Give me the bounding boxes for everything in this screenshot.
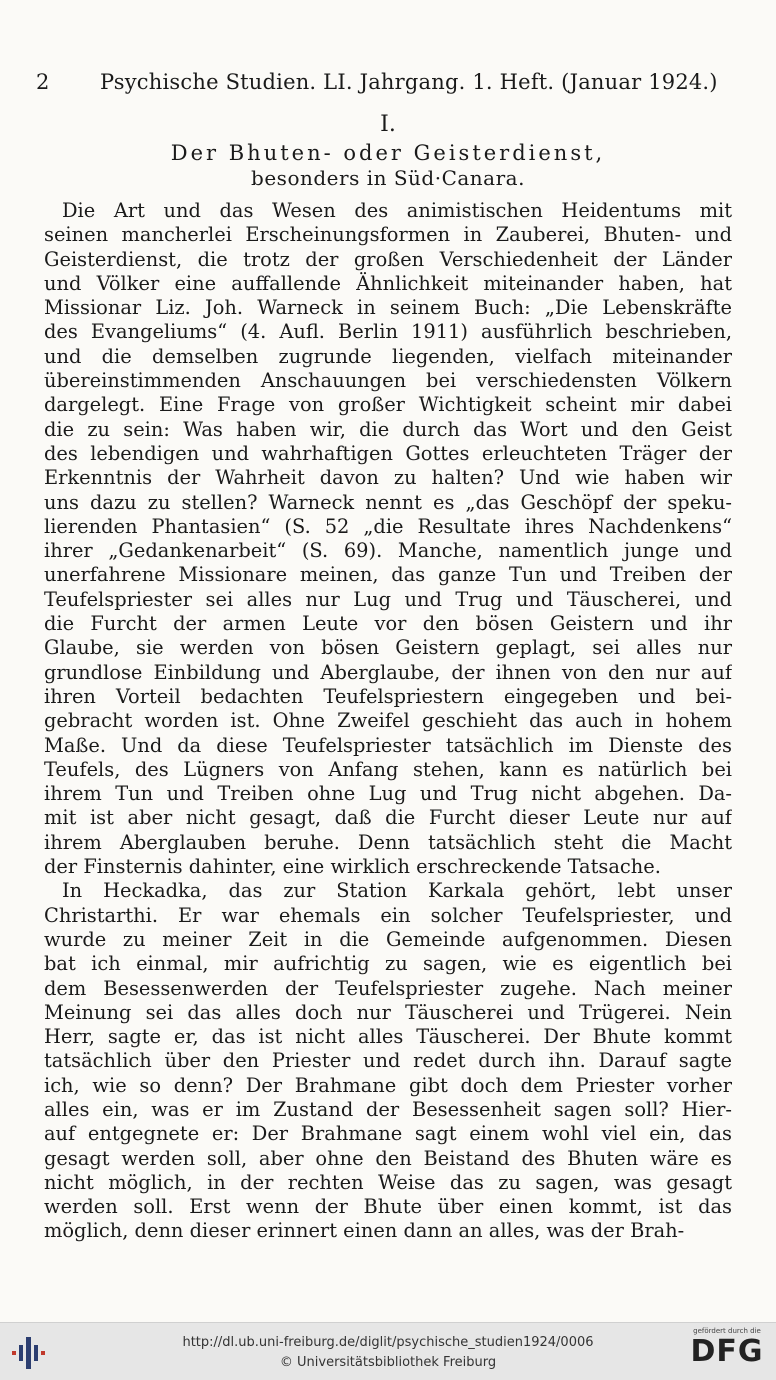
- text-line: Meinung sei das alles doch nur Täuscherei und Trügerei. Nein: [44, 1000, 732, 1024]
- text-line: Missionar Liz. Joh. Warneck in seinem Buch: „Die Lebenskräfte: [44, 296, 732, 320]
- text-line: Geisterdienst, die trotz der großen Verschiedenheit der Länder: [44, 247, 732, 271]
- page-number: 2: [36, 70, 50, 94]
- text-line: tatsächlich über den Priester und redet durch ihn. Darauf sagte: [44, 1049, 732, 1073]
- text-line: lierenden Phantasien“ (S. 52 „die Resultate ihres Nachdenkens“: [44, 514, 732, 538]
- text-line: ihren Vorteil bedachten Teufelspriestern eingegeben und bei-: [44, 684, 732, 708]
- text-line: gebracht worden ist. Ohne Zweifel geschieht das auch in hohem: [44, 709, 732, 733]
- text-line: ich, wie so denn? Der Brahmane gibt doch dem Priester vorher: [44, 1073, 732, 1097]
- text-line: werden soll. Erst wenn der Bhute über einen kommt, ist das: [44, 1195, 732, 1219]
- text-line: möglich, denn dieser erinnert einen dann an alles, was der Brah-: [44, 1219, 685, 1243]
- dfg-tagline: gefördert durch die: [693, 1327, 761, 1335]
- text-line: Glaube, sie werden von bösen Geistern geplagt, sei alles nur: [44, 636, 732, 660]
- text-line: auf entgegnete er: Der Brahmane sagt einem wohl viel ein, das: [44, 1122, 732, 1146]
- text-line: des lebendigen und wahrhaftigen Gottes erleuchteten Träger der: [44, 441, 732, 465]
- text-line: unerfahrene Missionare meinen, das ganze Tun und Treiben der: [44, 563, 732, 587]
- dfg-logo: [686, 1327, 768, 1375]
- running-title: Psychische Studien. LI. Jahrgang. 1. Heft. (Januar 1924.): [100, 70, 718, 94]
- text-line: und die demselben zugrunde liegenden, vielfach miteinander: [44, 344, 732, 368]
- text-line: des Evangeliums“ (4. Aufl. Berlin 1911) ausführlich beschrieben,: [44, 320, 732, 344]
- text-line: mit ist aber nicht gesagt, daß die Furcht dieser Leute nur auf: [44, 806, 732, 830]
- text-line: Erkenntnis der Wahrheit davon zu halten? Und wie haben wir: [44, 466, 732, 490]
- text-line: grundlose Einbildung und Aberglaube, der ihnen von den nur auf: [44, 660, 732, 684]
- text-line: Christarthi. Er war ehemals ein solcher Teufelspriester, und: [44, 903, 732, 927]
- text-line: die Furcht der armen Leute vor den bösen Geistern und ihr: [44, 612, 732, 636]
- text-line: Die Art und das Wesen des animistischen Heidentums mit: [62, 199, 732, 222]
- text-line: dargelegt. Eine Frage von großer Wichtigkeit scheint mir dabei: [44, 393, 732, 417]
- text-line: die zu sein: Was haben wir, die durch das Wort und den Geist: [44, 417, 732, 441]
- text-line: Herr, sagte er, das ist nicht alles Täuscherei. Der Bhute kommt: [44, 1025, 732, 1049]
- text-line: bat ich einmal, mir aufrichtig zu sagen, wie es eigentlich bei: [44, 952, 732, 976]
- text-line: übereinstimmenden Anschauungen bei verschiedensten Völkern: [44, 369, 732, 393]
- text-line: Teufelspriester sei alles nur Lug und Trug und Täuscherei, und: [44, 587, 732, 611]
- text-line: ihrem Tun und Treiben ohne Lug und Trug nicht abgehen. Da-: [44, 782, 732, 806]
- article-body: [44, 199, 732, 1244]
- text-line: Teufels, des Lügners von Anfang stehen, kann es natürlich bei: [44, 757, 732, 781]
- text-line: wurde zu meiner Zeit in die Gemeinde aufgenommen. Diesen: [44, 927, 732, 951]
- paragraph: [44, 879, 732, 1243]
- text-line: uns dazu zu stellen? Warneck nennt es „das Geschöpf der speku-: [44, 490, 732, 514]
- text-line: seinen mancherlei Erscheinungsformen in Zauberei, Bhuten- und: [44, 223, 732, 247]
- viewer-footer: [0, 1322, 776, 1380]
- text-line: Maße. Und da diese Teufelspriester tatsächlich im Dienste des: [44, 733, 732, 757]
- text-line: In Heckadka, das zur Station Karkala gehört, lebt unser: [62, 879, 732, 903]
- text-line: dem Besessenwerden der Teufelspriester zugehe. Nach meiner: [44, 976, 732, 1000]
- text-line: ihrer „Gedankenarbeit“ (S. 69). Manche, namentlich junge und: [44, 539, 732, 563]
- article-title: Der Bhuten- oder Geisterdienst,: [170, 141, 606, 165]
- source-url-link[interactable]: http://dl.ub.uni-freiburg.de/diglit/psychische_studien1924/0006: [182, 1335, 594, 1350]
- text-line: und Völker eine auffallende Ähnlichkeit miteinander haben, hat: [44, 271, 732, 295]
- text-line: der Finsternis dahinter, eine wirklich erschreckende Tatsache.: [44, 855, 661, 879]
- dfg-logo-text: DFG: [690, 1334, 764, 1369]
- section-number: I.: [380, 112, 396, 137]
- text-line: nicht möglich, in der rechten Weise das zu sagen, was gesagt: [44, 1170, 732, 1194]
- text-line: ihrem Aberglauben beruhe. Denn tatsächlich steht die Macht: [44, 830, 732, 854]
- text-line: gesagt werden soll, aber ohne den Beistand des Bhuten wäre es: [44, 1146, 732, 1170]
- running-header: [36, 70, 736, 98]
- text-line: alles ein, was er im Zustand der Besessenheit sagen soll? Hier-: [44, 1097, 732, 1121]
- paragraph: [44, 199, 732, 879]
- article-subtitle: besonders in Süd·Canara.: [251, 166, 525, 190]
- copyright-text: © Universitätsbibliothek Freiburg: [279, 1355, 497, 1370]
